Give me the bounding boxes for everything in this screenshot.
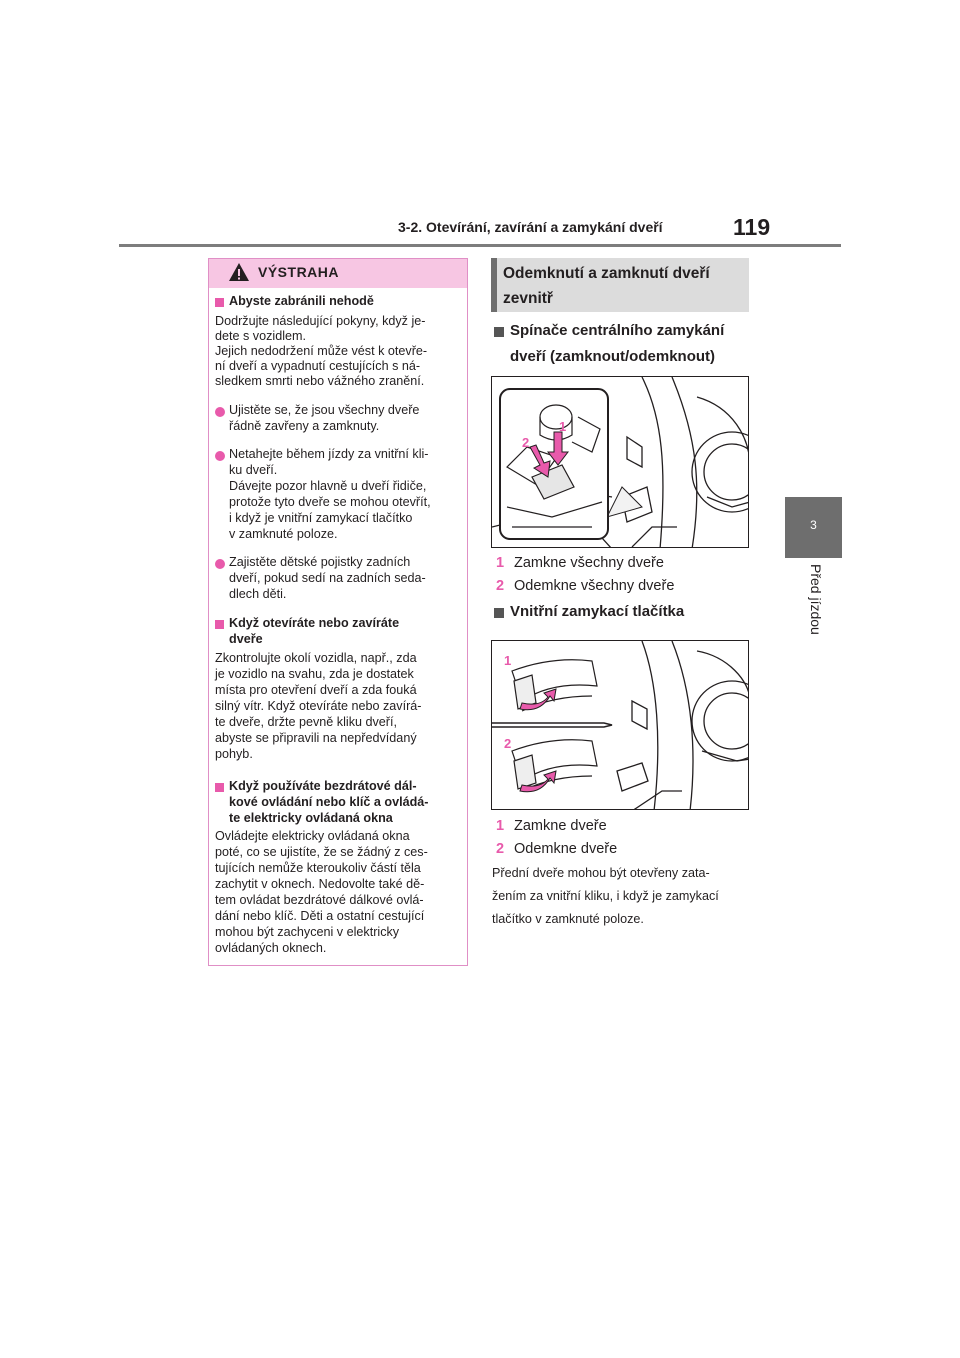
warning-text: Ovládejte elektricky ovládaná okna [215, 829, 410, 843]
warning-text: tem ovládat bezdrátové dálkové ovlá- [215, 893, 424, 907]
warning-text: poté, co se ujistíte, že se žádný z ces- [215, 845, 428, 859]
list-number: 2 [496, 841, 505, 857]
warning-text: i když je vnitřní zamykací tlačítko [229, 511, 413, 525]
bullet-dot [215, 407, 225, 417]
warning-text: mohou být zachyceni v elektricky [215, 925, 400, 939]
figure-label-2: 2 [522, 435, 530, 450]
warning-text: Ujistěte se, že jsou všechny dveře [229, 403, 420, 417]
bullet-square [494, 327, 504, 337]
list-number: 2 [496, 578, 505, 594]
warning-text: místa pro otevření dveří a zda fouká [215, 683, 417, 697]
list-item: Zamkne dveře [514, 818, 607, 834]
bullet-dot [215, 559, 225, 569]
subheading-inner-lock-buttons: Vnitřní zamykací tlačítka [510, 603, 685, 620]
warning-text: řádně zavřeny a zamknuty. [229, 419, 380, 433]
warning-text: Netahejte během jízdy za vnitřní kli- [229, 447, 429, 461]
warning-text: Dodržujte následující pokyny, když je- [215, 314, 426, 328]
bullet-square [215, 783, 224, 792]
warning-heading-2: Když otevíráte nebo zavíráte [229, 616, 400, 630]
section-title: Odemknutí a zamknutí dveří zevnitř [503, 265, 710, 307]
warning-text: Dávejte pozor hlavně u dveří řidiče, [229, 479, 427, 493]
list-item: Odemkne dveře [514, 841, 618, 857]
warning-text: dete s vozidlem. [215, 329, 306, 343]
section-header: 3-2. Otevírání, zavírání a zamykání dveří [398, 219, 663, 235]
warning-text: Jejich nedodržení může vést k otevře- [215, 344, 428, 358]
warning-text: te dveře, držte pevně kliku dveří, [215, 715, 398, 729]
bullet-dot [215, 451, 225, 461]
note-text: Přední dveře mohou být otevřeny zata- žením za vnitřní kliku, i když je zamykací tlačítko v zamknuté poloze. [492, 866, 719, 926]
warning-heading-3: Když používáte bezdrátové dál- [229, 779, 417, 793]
list-item: Zamkne všechny dveře [514, 555, 664, 571]
page-number: 119 [733, 214, 771, 240]
chapter-number: 3 [810, 518, 817, 532]
list-number: 1 [496, 555, 505, 571]
figure-label-2: 2 [504, 736, 512, 751]
figure-label-1: 1 [559, 419, 567, 434]
warning-text: ku dveří. [229, 463, 278, 477]
warning-text: dlech děti. [229, 587, 287, 601]
warning-triangle-icon [228, 262, 250, 282]
warning-text: tujících nemůže kteroukoliv částí těla [215, 861, 421, 875]
list-item: Odemkne všechny dveře [514, 578, 675, 594]
warning-text: sledkem smrti nebo vážného zranění. [215, 374, 425, 388]
figure-label-1: 1 [504, 653, 512, 668]
warning-text: abyste se připravili na nepředvídaný [215, 731, 417, 745]
warning-heading-1: Abyste zabránili nehodě [229, 294, 374, 308]
warning-heading-2: dveře [229, 632, 263, 646]
bullet-square [215, 298, 224, 307]
bullet-square [215, 620, 224, 629]
warning-text: silný vítr. Když otevíráte nebo zavírá- [215, 699, 422, 713]
warning-text: v zamknuté poloze. [229, 527, 338, 541]
warning-text: ovládaných oknech. [215, 941, 327, 955]
warning-text: je vozidlo na svahu, zda je dostatek [215, 667, 414, 681]
warning-heading-3: te elektricky ovládaná okna [229, 811, 393, 825]
warning-text: zachytit v oknech. Nedovolte také dě- [215, 877, 425, 891]
subheading-central-locking: Spínače centrálního zamykání dveří (zamknout/odemknout) [510, 322, 725, 365]
warning-text: protože tyto dveře se mohou otevřít, [229, 495, 431, 509]
header-rule [119, 244, 841, 247]
warning-text: ní dveří a vypadnutí cestujících s ná- [215, 359, 421, 373]
figure-inner-lock-buttons [491, 640, 749, 810]
warning-text: Zkontrolujte okolí vozidla, např., zda [215, 651, 417, 665]
warning-heading-3: kové ovládání nebo klíč a ovládá- [229, 795, 429, 809]
warning-text: dveří, pokud sedí na zadních seda- [229, 571, 426, 585]
warning-text: pohyb. [215, 747, 253, 761]
list-number: 1 [496, 818, 505, 834]
warning-text: dání nebo klíč. Děti a ostatní cestující [215, 909, 425, 923]
warning-text: Zajistěte dětské pojistky zadních [229, 555, 411, 569]
bullet-square [494, 608, 504, 618]
warning-title: VÝSTRAHA [258, 264, 340, 280]
figure-central-locking-switch [491, 376, 749, 548]
chapter-title: Před jízdou [807, 564, 824, 635]
